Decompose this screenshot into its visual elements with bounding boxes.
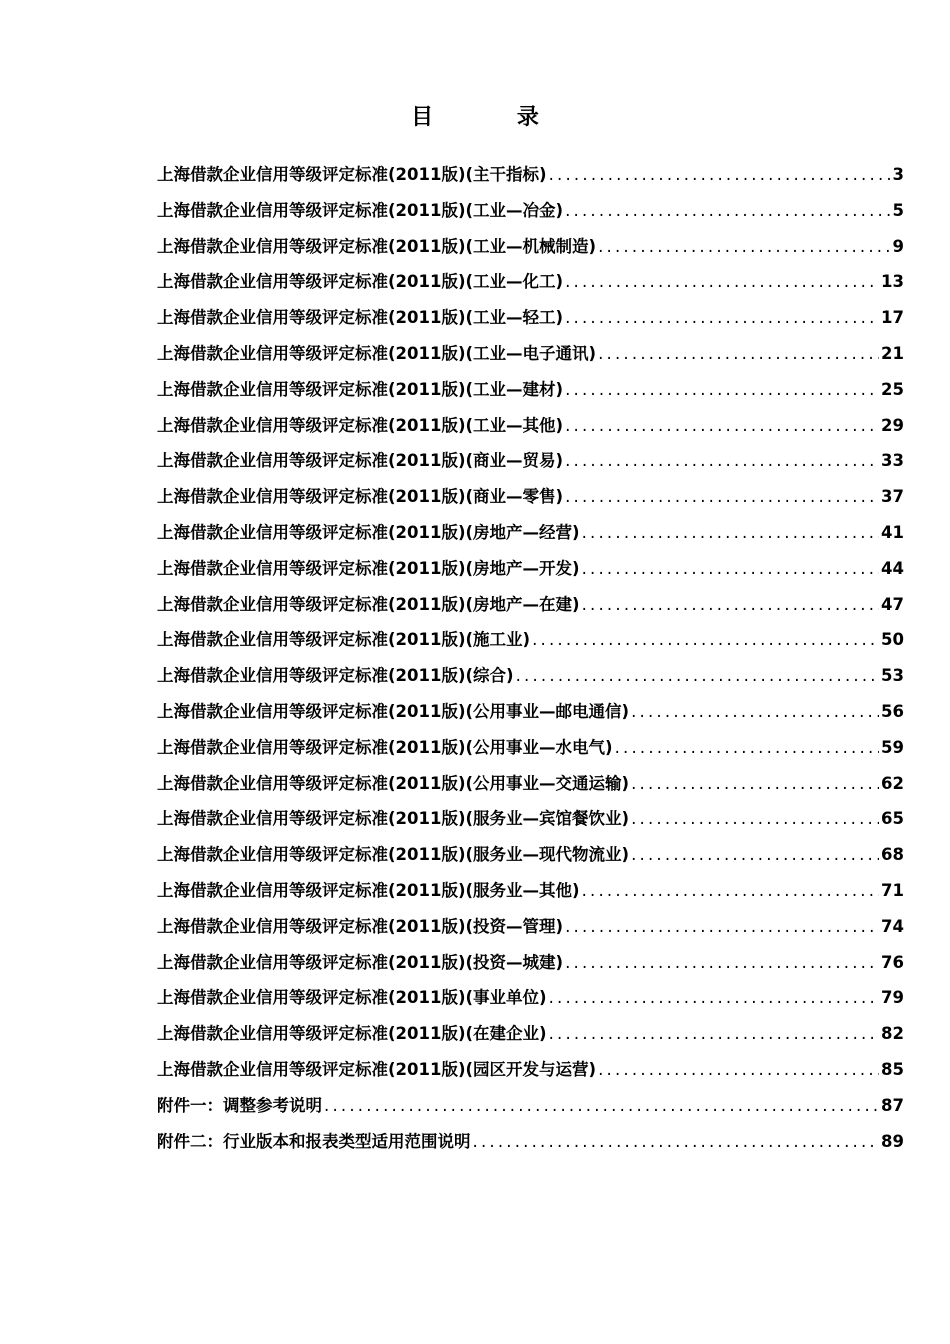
toc-entry[interactable] (157, 1052, 904, 1088)
toc-entry-label: 上海借款企业信用等级评定标准(2011版)(工业—冶金) (157, 200, 564, 220)
toc-entry-page: 56 (881, 701, 904, 721)
toc-entry-label: 上海借款企业信用等级评定标准(2011版)(工业—化工) (157, 272, 564, 292)
toc-entry-page: 79 (881, 988, 904, 1008)
toc-dot-leader (598, 229, 890, 265)
toc-entry-label: 上海借款企业信用等级评定标准(2011版)(服务业—其他) (157, 880, 580, 900)
toc-entry-page: 76 (881, 952, 904, 972)
toc-dot-leader (549, 1016, 879, 1052)
toc-entry-label: 上海借款企业信用等级评定标准(2011版)(公用事业—邮电通信) (157, 701, 630, 721)
toc-entry[interactable] (157, 264, 904, 300)
toc-entry-label: 上海借款企业信用等级评定标准(2011版)(公用事业—交通运输) (157, 773, 630, 793)
toc-entry-page: 82 (881, 1024, 904, 1044)
toc-entry-label: 上海借款企业信用等级评定标准(2011版)(综合) (157, 666, 514, 686)
toc-entry[interactable] (157, 873, 904, 909)
toc-dot-leader (549, 157, 891, 193)
toc-entry-page: 3 (892, 165, 904, 184)
toc-entry-label: 上海借款企业信用等级评定标准(2011版)(服务业—现代物流业) (157, 845, 630, 865)
toc-dot-leader (565, 264, 879, 300)
toc-entry-label: 上海借款企业信用等级评定标准(2011版)(投资—管理) (157, 916, 564, 936)
toc-entry-page: 59 (881, 737, 904, 757)
toc-entry-label: 上海借款企业信用等级评定标准(2011版)(公用事业—水电气) (157, 737, 613, 757)
toc-dot-leader (565, 408, 879, 444)
toc-entry-page: 9 (892, 236, 904, 256)
toc-entry[interactable] (157, 372, 904, 408)
toc-entry[interactable] (157, 1088, 904, 1124)
toc-dot-leader (598, 336, 879, 372)
toc-entry-label: 上海借款企业信用等级评定标准(2011版)(服务业—宾馆餐饮业) (157, 809, 630, 829)
toc-entry[interactable] (157, 443, 904, 479)
toc-entry-label: 上海借款企业信用等级评定标准(2011版)(施工业) (157, 630, 531, 650)
toc-dot-leader (532, 622, 879, 658)
toc-entry-page: 44 (881, 558, 904, 578)
toc-entry[interactable] (157, 336, 904, 372)
page-title: 目 录 (411, 105, 577, 130)
toc-dot-leader (582, 515, 879, 551)
toc-entry[interactable] (157, 801, 904, 837)
toc-entry-page: 65 (881, 809, 904, 829)
toc-entry-label: 上海借款企业信用等级评定标准(2011版)(工业—其他) (157, 415, 564, 435)
toc-entry-label: 上海借款企业信用等级评定标准(2011版)(工业—轻工) (157, 308, 564, 328)
toc-entry[interactable] (157, 1016, 904, 1052)
toc-entry-label: 上海借款企业信用等级评定标准(2011版)(房地产—经营) (157, 522, 580, 542)
toc-entry-page: 53 (881, 666, 904, 686)
toc-entry-label: 上海借款企业信用等级评定标准(2011版)(园区开发与运营) (157, 1059, 597, 1079)
toc-entry-label: 上海借款企业信用等级评定标准(2011版)(房地产—开发) (157, 558, 580, 578)
toc-dot-leader (615, 730, 879, 766)
toc-entry-page: 62 (881, 773, 904, 793)
toc-entry[interactable] (157, 837, 904, 873)
toc-entry-page: 68 (881, 845, 904, 865)
toc-entry-label: 上海借款企业信用等级评定标准(2011版)(房地产—在建) (157, 594, 580, 614)
toc-entry-page: 37 (881, 487, 904, 507)
toc-entry[interactable] (157, 766, 904, 802)
toc-entry[interactable] (157, 909, 904, 945)
toc-entry-label: 上海借款企业信用等级评定标准(2011版)(工业—建材) (157, 379, 564, 399)
toc-entry[interactable] (157, 300, 904, 336)
toc-entry[interactable] (157, 515, 904, 551)
toc-entry-label: 附件二：行业版本和报表类型适用范围说明 (157, 1131, 471, 1151)
toc-entry-page: 21 (881, 343, 904, 363)
toc-dot-leader (565, 909, 879, 945)
toc-dot-leader (565, 479, 879, 515)
table-of-contents (157, 157, 904, 1159)
toc-dot-leader (582, 873, 879, 909)
toc-dot-leader (631, 801, 879, 837)
toc-entry[interactable] (157, 622, 904, 658)
toc-dot-leader (516, 658, 879, 694)
toc-entry-label: 上海借款企业信用等级评定标准(2011版)(事业单位) (157, 988, 547, 1008)
toc-entry[interactable] (157, 587, 904, 623)
toc-entry[interactable] (157, 1124, 904, 1160)
toc-entry[interactable] (157, 980, 904, 1016)
toc-entry-page: 47 (881, 594, 904, 614)
toc-dot-leader (549, 980, 879, 1016)
toc-entry-label: 上海借款企业信用等级评定标准(2011版)(在建企业) (157, 1024, 547, 1044)
toc-dot-leader (631, 766, 879, 802)
toc-entry-label: 上海借款企业信用等级评定标准(2011版)(主干指标) (157, 165, 547, 184)
toc-dot-leader (565, 945, 879, 981)
toc-entry-label: 附件一：调整参考说明 (157, 1095, 322, 1115)
toc-entry-label: 上海借款企业信用等级评定标准(2011版)(工业—电子通讯) (157, 343, 597, 363)
toc-entry[interactable] (157, 479, 904, 515)
toc-entry[interactable] (157, 945, 904, 981)
toc-dot-leader (565, 372, 879, 408)
toc-entry-page: 33 (881, 451, 904, 471)
toc-dot-leader (598, 1052, 879, 1088)
toc-entry[interactable] (157, 229, 904, 265)
toc-entry-page: 25 (881, 379, 904, 399)
toc-entry-page: 89 (881, 1131, 904, 1151)
toc-dot-leader (631, 837, 879, 873)
toc-entry[interactable] (157, 157, 904, 193)
toc-dot-leader (473, 1124, 880, 1160)
toc-entry-label: 上海借款企业信用等级评定标准(2011版)(商业—零售) (157, 487, 564, 507)
toc-entry-page: 85 (881, 1059, 904, 1079)
toc-dot-leader (582, 551, 879, 587)
toc-entry-page: 71 (881, 880, 904, 900)
toc-dot-leader (631, 694, 879, 730)
toc-dot-leader (582, 587, 879, 623)
toc-dot-leader (565, 193, 890, 229)
toc-dot-leader (324, 1088, 879, 1124)
toc-entry-label: 上海借款企业信用等级评定标准(2011版)(工业—机械制造) (157, 236, 597, 256)
toc-entry[interactable] (157, 730, 904, 766)
toc-entry-page: 5 (892, 200, 904, 220)
toc-entry-page: 41 (881, 522, 904, 542)
toc-entry[interactable] (157, 193, 904, 229)
toc-entry[interactable] (157, 694, 904, 730)
toc-dot-leader (565, 443, 879, 479)
toc-entry-page: 29 (881, 415, 904, 435)
toc-entry-page: 50 (881, 630, 904, 650)
toc-entry-page: 13 (881, 272, 904, 292)
toc-entry-label: 上海借款企业信用等级评定标准(2011版)(投资—城建) (157, 952, 564, 972)
toc-entry-page: 74 (881, 916, 904, 936)
toc-entry-page: 17 (881, 308, 904, 328)
toc-entry-label: 上海借款企业信用等级评定标准(2011版)(商业—贸易) (157, 451, 564, 471)
toc-entry[interactable] (157, 658, 904, 694)
toc-entry[interactable] (157, 551, 904, 587)
toc-dot-leader (565, 300, 879, 336)
toc-entry-page: 87 (881, 1095, 904, 1115)
toc-entry[interactable] (157, 408, 904, 444)
